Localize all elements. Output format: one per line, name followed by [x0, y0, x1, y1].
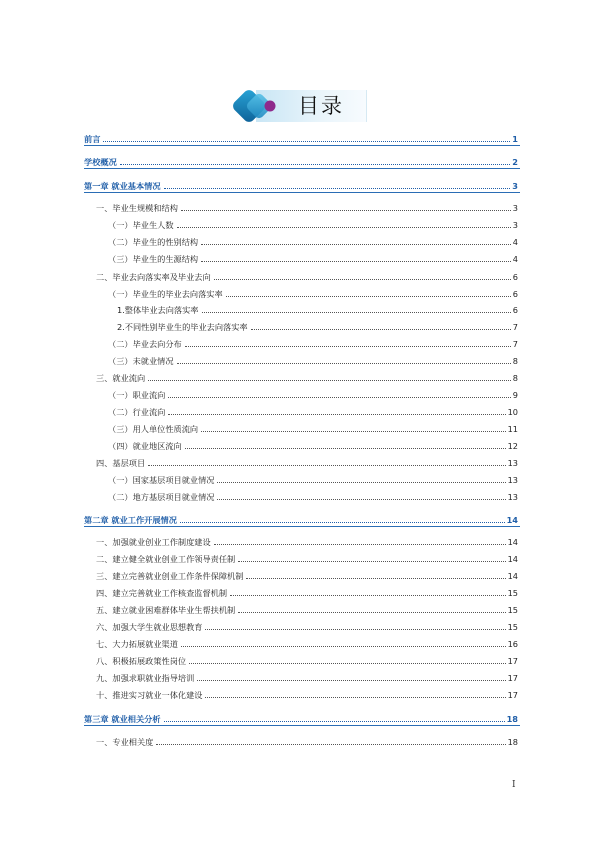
toc-entry[interactable]	[96, 734, 518, 748]
toc-entry-label: 一、专业相关度	[96, 737, 154, 747]
dot-leader	[185, 346, 511, 347]
dot-leader	[214, 544, 506, 545]
toc-entry-label: 二、建立健全就业创业工作领导责任制	[96, 554, 236, 564]
toc-entry-page: 14	[507, 571, 518, 581]
toc-entry-label: 四、基层项目	[96, 458, 146, 468]
toc-entry-page: 9	[512, 390, 518, 400]
toc-entry-label: 2.不同性别毕业生的毕业去向落实率	[117, 322, 248, 332]
dot-leader	[238, 612, 505, 613]
chapter-divider	[84, 526, 520, 527]
dot-leader	[168, 397, 510, 398]
toc-entry[interactable]	[108, 251, 518, 265]
toc-entry[interactable]	[96, 687, 518, 701]
toc-entry[interactable]	[96, 619, 518, 633]
toc-entry[interactable]	[96, 269, 518, 283]
toc-entry[interactable]	[108, 336, 518, 350]
toc-entry[interactable]	[96, 534, 518, 548]
toc-entry-label: 三、建立完善就业创业工作条件保障机制	[96, 571, 244, 581]
toc-entry-page: 14	[507, 537, 518, 547]
dot-leader	[148, 380, 511, 381]
toc-entry-label: （二）毕业去向分布	[108, 339, 182, 349]
toc-entry-page: 15	[507, 588, 518, 598]
dot-leader	[238, 561, 505, 562]
toc-entry-label: （三）用人单位性质流向	[108, 424, 199, 434]
toc-entry-page: 8	[512, 356, 518, 366]
toc-entry-page: 18	[507, 737, 518, 747]
toc-entry-page: 6	[512, 272, 518, 282]
toc-entry-page: 18	[506, 714, 518, 724]
toc-entry[interactable]	[108, 387, 518, 401]
toc-entry[interactable]	[96, 568, 518, 582]
toc-entry[interactable]	[108, 217, 518, 231]
toc-entry-label: 九、加强求职就业指导培训	[96, 673, 195, 683]
toc-entry-label: （四）就业地区流向	[108, 441, 182, 451]
toc-entry-page: 14	[507, 554, 518, 564]
toc-entry-page: 17	[507, 656, 518, 666]
dot-leader	[246, 578, 505, 579]
toc-entry-page: 3	[512, 181, 518, 191]
chapter-divider	[84, 192, 520, 193]
toc-entry[interactable]	[117, 302, 518, 316]
toc-entry-label: 前言	[84, 134, 101, 144]
dot-leader	[164, 188, 511, 189]
toc-entry-label: （三）未就业情况	[108, 356, 174, 366]
toc-entry-label: 三、就业流向	[96, 373, 146, 383]
toc-entry-page: 17	[507, 673, 518, 683]
dot-leader	[201, 244, 511, 245]
dot-leader	[181, 646, 506, 647]
toc-entry[interactable]	[108, 421, 518, 435]
toc-entry[interactable]	[108, 404, 518, 418]
chapter-divider	[84, 168, 520, 169]
toc-entry-label: （二）行业流向	[108, 407, 166, 417]
dot-leader	[156, 744, 505, 745]
toc-entry-page: 15	[507, 605, 518, 615]
toc-entry-page: 10	[507, 407, 518, 417]
toc-entry-label: （三）毕业生的生源结构	[108, 254, 199, 264]
toc-entry[interactable]	[96, 602, 518, 616]
dot-leader	[168, 414, 505, 415]
toc-entry-label: 学校概况	[84, 157, 117, 167]
dot-leader	[177, 227, 511, 228]
toc-entry-label: 四、建立完善就业工作核查监督机制	[96, 588, 228, 598]
toc-entry-label: （一）职业流向	[108, 390, 166, 400]
toc-chapter-entry[interactable]	[84, 154, 518, 168]
toc-entry-page: 7	[512, 322, 518, 332]
toc-entry-page: 13	[507, 458, 518, 468]
toc-entry-page: 16	[507, 639, 518, 649]
dot-leader	[148, 465, 505, 466]
toc-entry-page: 8	[512, 373, 518, 383]
toc-entry-label: 第二章 就业工作开展情况	[84, 515, 177, 525]
toc-entry-label: （二）地方基层项目就业情况	[108, 492, 215, 502]
toc-entry-label: 十、推进实习就业一体化建设	[96, 690, 203, 700]
page-title: 目录	[298, 94, 344, 118]
toc-entry-page: 4	[512, 254, 518, 264]
toc-entry-page: 14	[506, 515, 518, 525]
dot-leader	[197, 680, 505, 681]
dot-leader	[180, 522, 505, 523]
dot-leader	[177, 363, 511, 364]
dot-leader	[251, 329, 511, 330]
dot-leader	[217, 499, 505, 500]
dot-leader	[214, 279, 511, 280]
toc-chapter-entry[interactable]	[84, 131, 518, 145]
dot-leader	[201, 261, 511, 262]
toc-entry[interactable]	[117, 319, 518, 333]
dot-leader	[189, 663, 506, 664]
toc-entry-page: 13	[507, 492, 518, 502]
toc-entry[interactable]	[108, 234, 518, 248]
toc-entry-page: 6	[512, 305, 518, 315]
chapter-divider	[84, 145, 520, 146]
dot-leader	[185, 448, 506, 449]
toc-entry-label: 八、积极拓展政策性岗位	[96, 656, 187, 666]
toc-entry-label: 六、加强大学生就业思想教育	[96, 622, 203, 632]
toc-entry[interactable]	[108, 438, 518, 452]
dot-leader	[230, 595, 506, 596]
toc-entry-page: 13	[507, 475, 518, 485]
toc-entry[interactable]	[96, 455, 518, 469]
toc-entry[interactable]	[96, 670, 518, 684]
toc-entry-page: 3	[512, 220, 518, 230]
toc-entry-label: 二、毕业去向落实率及毕业去向	[96, 272, 211, 282]
toc-entry[interactable]	[96, 370, 518, 384]
toc-entry[interactable]	[108, 472, 518, 486]
dot-leader	[201, 431, 506, 432]
toc-entry[interactable]	[108, 286, 518, 300]
toc-entry-page: 11	[507, 424, 518, 434]
dot-leader	[205, 629, 505, 630]
toc-entry-label: （一）毕业生人数	[108, 220, 174, 230]
toc-entry-page: 1	[512, 134, 518, 144]
toc-entry-label: 七、大力拓展就业渠道	[96, 639, 178, 649]
dot-leader	[120, 164, 511, 165]
toc-entry-label: （一）毕业生的毕业去向落实率	[108, 289, 223, 299]
toc-entry-page: 7	[512, 339, 518, 349]
toc-entry-page: 6	[512, 289, 518, 299]
toc-entry[interactable]	[108, 489, 518, 503]
dot-leader	[103, 141, 510, 142]
page-number: I	[512, 780, 516, 790]
dot-leader	[205, 697, 505, 698]
toc-entry-label: 第三章 就业相关分析	[84, 714, 161, 724]
dot-leader	[226, 296, 511, 297]
toc-entry[interactable]	[96, 636, 518, 650]
toc-entry-page: 4	[512, 237, 518, 247]
toc-entry-page: 3	[512, 203, 518, 213]
dot-leader	[164, 721, 505, 722]
dot-leader	[202, 312, 511, 313]
toc-entry[interactable]	[96, 551, 518, 565]
toc-entry-label: （二）毕业生的性别结构	[108, 237, 199, 247]
toc-entry[interactable]	[108, 353, 518, 367]
toc-entry-label: 1.整体毕业去向落实率	[117, 305, 199, 315]
toc-entry-label: 五、建立就业困难群体毕业生帮扶机制	[96, 605, 236, 615]
toc-chapter-entry[interactable]	[84, 512, 518, 526]
toc-entry-label: （一）国家基层项目就业情况	[108, 475, 215, 485]
toc-entry[interactable]	[96, 653, 518, 667]
toc-entry[interactable]	[96, 200, 518, 214]
toc-entry-page: 15	[507, 622, 518, 632]
toc-entry-label: 一、加强就业创业工作制度建设	[96, 537, 211, 547]
toc-entry-page: 12	[507, 441, 518, 451]
toc-entry[interactable]	[96, 585, 518, 599]
toc-chapter-entry[interactable]	[84, 178, 518, 192]
toc-entry-label: 第一章 就业基本情况	[84, 181, 161, 191]
toc-entry-page: 2	[512, 157, 518, 167]
toc-entry-label: 一、毕业生规模和结构	[96, 203, 178, 213]
dot-leader	[181, 210, 511, 211]
chapter-divider	[84, 725, 520, 726]
toc-chapter-entry[interactable]	[84, 711, 518, 725]
dot-leader	[217, 482, 505, 483]
toc-entry-page: 17	[507, 690, 518, 700]
